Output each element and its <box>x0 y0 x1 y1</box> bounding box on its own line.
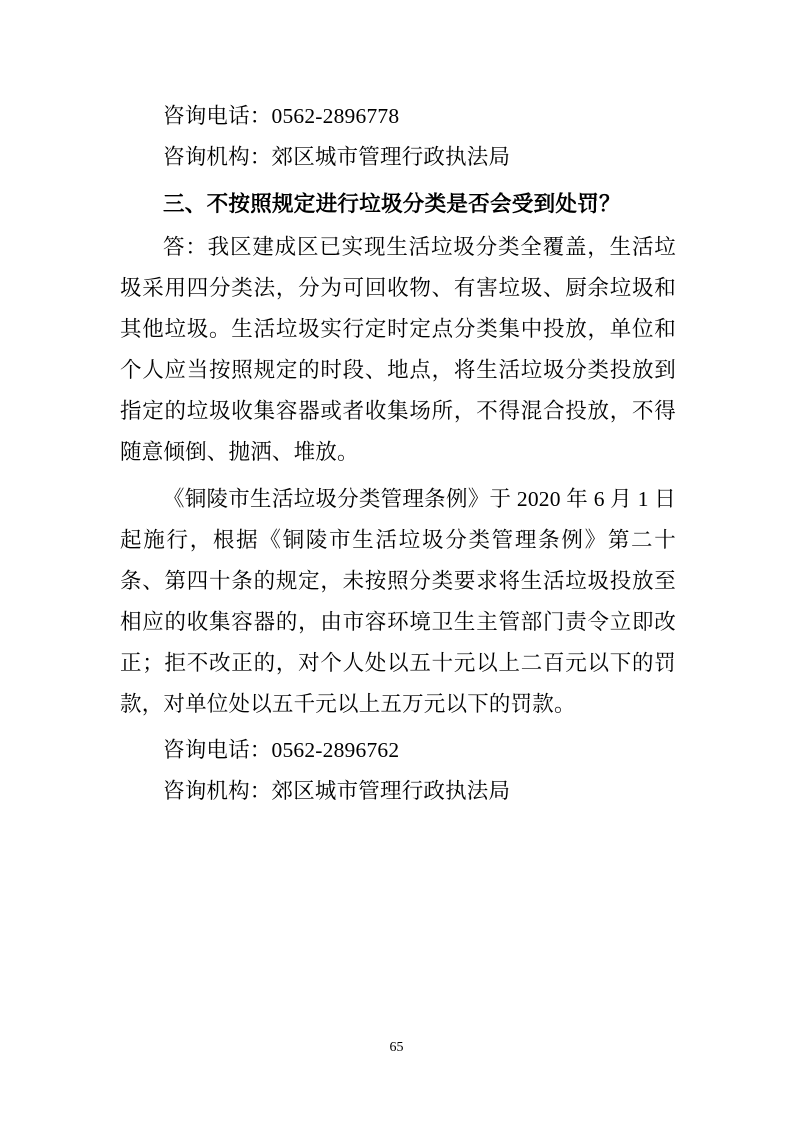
paragraph-contact-phone-2: 咨询电话：0562-2896762 <box>163 738 400 762</box>
page-content <box>120 96 676 812</box>
paragraph-regulation: 《铜陵市生活垃圾分类管理条例》于 2020 年 6 月 1 日起施行，根据《铜陵市生活垃圾分类管理条例》第二十条、第四十条的规定，未按照分类要求将生活垃圾投放至相应的收集容器的，由市容环境卫生主管部门责令立即改正；拒不改正的，对个人处以五十元以上二百元以下的罚款，对单位处以五千元以上五万元以下的罚款。 <box>120 487 676 716</box>
page-number: 65 <box>389 1040 404 1055</box>
paragraph-contact-org-1: 咨询机构：郊区城市管理行政执法局 <box>163 145 511 169</box>
paragraph-contact-org-2: 咨询机构：郊区城市管理行政执法局 <box>163 779 511 803</box>
paragraph-contact-phone-1: 咨询电话：0562-2896778 <box>163 104 400 128</box>
paragraph-answer: 答：我区建成区已实现生活垃圾分类全覆盖，生活垃圾采用四分类法，分为可回收物、有害垃圾、厨余垃圾和其他垃圾。生活垃圾实行定时定点分类集中投放，单位和个人应当按照规定的时段、地点，将生活垃圾分类投放到指定的垃圾收集容器或者收集场所，不得混合投放，不得随意倾倒、抛洒、堆放。 <box>120 235 676 464</box>
section-heading-three: 三、不按照规定进行垃圾分类是否会受到处罚？ <box>163 192 621 216</box>
